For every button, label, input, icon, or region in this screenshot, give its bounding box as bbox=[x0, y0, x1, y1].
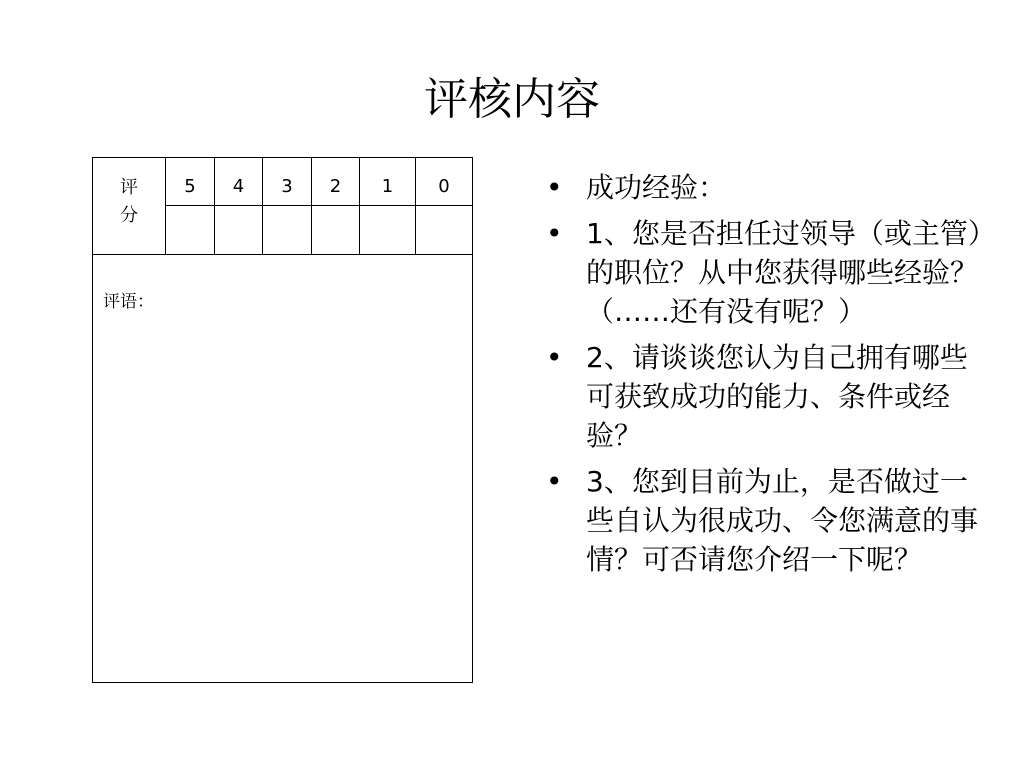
bullet-text: 2、请谈谈您认为自己拥有哪些可获致成功的能力、条件或经验？ bbox=[586, 341, 968, 452]
comment-area[interactable] bbox=[93, 255, 473, 683]
list-item bbox=[546, 214, 986, 331]
score-box-4[interactable] bbox=[215, 206, 263, 255]
score-box-1[interactable] bbox=[360, 206, 416, 255]
slide-title: 评核内容 bbox=[424, 74, 600, 125]
bullet-text: 1、您是否担任过领导（或主管）的职位？从中您获得哪些经验？（……还有没有呢？） bbox=[586, 217, 982, 328]
list-item bbox=[546, 168, 986, 207]
score-box-5[interactable] bbox=[166, 206, 215, 255]
list-item bbox=[546, 338, 986, 455]
score-label-line1: 评 bbox=[120, 177, 138, 198]
score-label-cell bbox=[93, 158, 166, 255]
bullet-icon: • bbox=[546, 171, 563, 204]
list-item bbox=[546, 462, 986, 579]
score-label-line2: 分 bbox=[120, 205, 138, 226]
score-header-3: 3 bbox=[263, 158, 312, 206]
question-list bbox=[546, 168, 986, 586]
score-header-0: 0 bbox=[416, 158, 473, 206]
bullet-icon: • bbox=[546, 341, 563, 374]
bullet-text: 3、您到目前为止，是否做过一些自认为很成功、令您满意的事情？可否请您介绍一下呢？ bbox=[586, 465, 979, 576]
score-header-1: 1 bbox=[360, 158, 416, 206]
score-table bbox=[92, 157, 473, 683]
bullet-icon: • bbox=[546, 465, 563, 498]
score-box-0[interactable] bbox=[416, 206, 473, 255]
comment-label: 评语： bbox=[103, 292, 154, 312]
score-header-2: 2 bbox=[312, 158, 360, 206]
score-header-4: 4 bbox=[215, 158, 263, 206]
score-header-5: 5 bbox=[166, 158, 215, 206]
score-box-3[interactable] bbox=[263, 206, 312, 255]
score-box-2[interactable] bbox=[312, 206, 360, 255]
bullet-text: 成功经验： bbox=[586, 171, 727, 204]
bullet-icon: • bbox=[546, 217, 563, 250]
